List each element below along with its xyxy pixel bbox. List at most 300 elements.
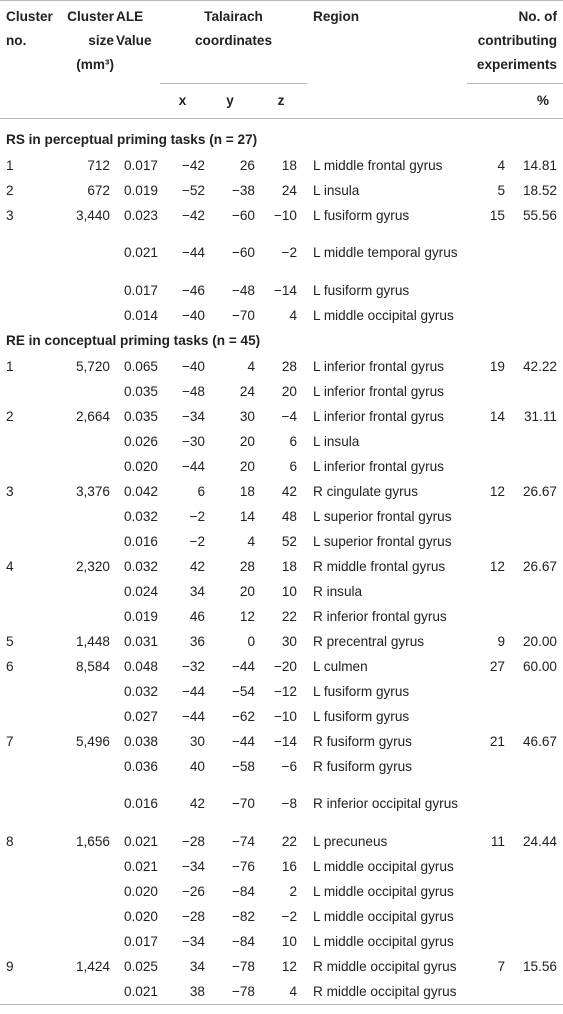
- cell-pct: 14.81: [522, 157, 557, 173]
- cell-experiments: 12: [489, 483, 505, 499]
- cell-y: −84: [231, 933, 255, 949]
- cell-y: −38: [231, 182, 255, 198]
- cell-z: −2: [281, 908, 297, 924]
- cell-pct: 46.67: [522, 733, 557, 749]
- cell-x: −44: [181, 458, 205, 474]
- cell-pct: [509, 879, 563, 904]
- cell-ale: 0.042: [123, 483, 158, 499]
- cell-z: 12: [281, 958, 297, 974]
- table-row: [0, 554, 563, 579]
- cell-cluster-size: 1,656: [75, 833, 110, 849]
- cell-z: 16: [281, 858, 297, 874]
- table-row: [0, 854, 563, 879]
- cell-x: −2: [189, 533, 205, 549]
- cell-region: L middle temporal gyrus: [313, 244, 458, 260]
- cell-x: 6: [197, 483, 205, 499]
- cell-cluster-no: [0, 704, 58, 729]
- cell-experiments: [467, 303, 509, 328]
- cell-cluster-no: 4: [6, 558, 14, 574]
- header-ale: ALE Value: [116, 9, 152, 48]
- cell-z: 2: [289, 883, 297, 899]
- cell-cluster-no: [0, 379, 58, 404]
- cell-cluster-no: [0, 779, 58, 829]
- cell-z: 28: [281, 358, 297, 374]
- cell-cluster-size: [58, 529, 114, 554]
- table-row: [0, 454, 563, 479]
- cell-y: −82: [231, 908, 255, 924]
- cell-pct: [509, 454, 563, 479]
- cell-cluster-size: 712: [87, 157, 110, 173]
- cell-cluster-size: [58, 278, 114, 303]
- cell-ale: 0.021: [123, 858, 158, 874]
- cell-cluster-size: 5,720: [75, 358, 110, 374]
- table-row: [0, 303, 563, 328]
- header-pct: %: [509, 83, 563, 118]
- cell-z: 48: [281, 508, 297, 524]
- cell-cluster-no: [0, 454, 58, 479]
- cell-cluster-size: 672: [87, 182, 110, 198]
- cell-pct: [509, 278, 563, 303]
- cell-ale: 0.021: [123, 833, 158, 849]
- cell-cluster-size: [58, 303, 114, 328]
- cell-pct: 20.00: [522, 633, 557, 649]
- cell-x: −30: [181, 433, 205, 449]
- cell-x: −34: [181, 408, 205, 424]
- cell-y: −62: [231, 708, 255, 724]
- cell-pct: 60.00: [522, 658, 557, 674]
- cell-cluster-size: [58, 904, 114, 929]
- cell-cluster-no: [0, 879, 58, 904]
- cell-experiments: [467, 529, 509, 554]
- table-row: [0, 604, 563, 629]
- cell-pct: [509, 854, 563, 879]
- table-row: [0, 929, 563, 954]
- table-row: [0, 228, 563, 278]
- header-z: z: [255, 83, 307, 118]
- cell-y: 20: [239, 458, 255, 474]
- cell-pct: [509, 929, 563, 954]
- cell-x: −34: [181, 933, 205, 949]
- cell-cluster-size: [58, 929, 114, 954]
- cell-y: 0: [247, 633, 255, 649]
- cell-cluster-no: 3: [6, 483, 14, 499]
- cell-ale: 0.016: [123, 796, 158, 811]
- cell-y: −60: [231, 245, 255, 260]
- section-title: RS in perceptual priming tasks (n = 27): [6, 132, 258, 147]
- cell-z: 4: [255, 979, 307, 1005]
- cell-region: L superior frontal gyrus: [313, 508, 452, 524]
- cell-y: −44: [231, 658, 255, 674]
- cell-pct: 18.52: [522, 182, 557, 198]
- cell-ale: 0.048: [123, 658, 158, 674]
- cell-cluster-size: [58, 854, 114, 879]
- cell-ale: 0.020: [123, 883, 158, 899]
- cell-experiments: [467, 754, 509, 779]
- cell-x: −46: [181, 282, 205, 298]
- table-row: [0, 654, 563, 679]
- cell-experiments: [467, 504, 509, 529]
- cell-experiments: [467, 679, 509, 704]
- cell-x: −28: [181, 833, 205, 849]
- section-header: [0, 118, 563, 153]
- cell-y: 14: [239, 508, 255, 524]
- cell-z: 22: [281, 833, 297, 849]
- cell-y: −44: [231, 733, 255, 749]
- cell-region: R precentral gyrus: [313, 633, 425, 649]
- section-header: [0, 328, 563, 354]
- table-row: [0, 879, 563, 904]
- cell-pct: 24.44: [522, 833, 557, 849]
- cell-region: R inferior occipital gyrus: [313, 795, 459, 811]
- cell-x: −48: [181, 383, 205, 399]
- cell-ale: 0.021: [123, 245, 158, 260]
- cell-z: 6: [289, 433, 297, 449]
- cell-ale: 0.032: [123, 683, 158, 699]
- cell-pct: [509, 679, 563, 704]
- cell-z: −12: [273, 683, 297, 699]
- cell-z: 18: [281, 157, 297, 173]
- header-talairach: Talairach coordinates: [160, 1, 307, 84]
- cell-cluster-no: [0, 228, 58, 278]
- cell-ale: 0.023: [123, 207, 158, 223]
- cell-cluster-no: [0, 303, 58, 328]
- cell-cluster-no: 9: [6, 958, 14, 974]
- cell-ale: 0.035: [123, 383, 158, 399]
- cell-y: 20: [239, 583, 255, 599]
- cell-ale: 0.021: [114, 979, 160, 1005]
- cell-experiments: 11: [490, 833, 505, 849]
- table-body: [0, 118, 563, 1004]
- table-row: [0, 704, 563, 729]
- section-title: RE in conceptual priming tasks (n = 45): [6, 333, 261, 348]
- cell-region: R middle occipital gyrus: [313, 958, 457, 974]
- cell-ale: 0.035: [123, 408, 158, 424]
- cell-ale: 0.017: [123, 157, 158, 173]
- cell-ale: 0.017: [123, 933, 158, 949]
- cell-z: −10: [273, 708, 297, 724]
- table-row: [0, 529, 563, 554]
- cell-cluster-size: [58, 504, 114, 529]
- cell-z: −10: [273, 207, 297, 223]
- cell-region: L insula: [313, 433, 360, 449]
- header-region: Region: [313, 9, 360, 24]
- cell-pct: [509, 504, 563, 529]
- header-row: [0, 1, 563, 84]
- cell-y: −58: [231, 758, 255, 774]
- cell-pct: [509, 379, 563, 404]
- cell-pct: [509, 754, 563, 779]
- cell-experiments: [467, 454, 509, 479]
- cell-x: 46: [189, 608, 205, 624]
- cell-experiments: [467, 929, 509, 954]
- cell-y: −74: [231, 833, 255, 849]
- cell-region: R fusiform gyrus: [313, 758, 412, 774]
- table-row: [0, 779, 563, 829]
- cell-pct: [509, 604, 563, 629]
- table-row: [0, 904, 563, 929]
- cell-y: 12: [239, 608, 255, 624]
- cell-y: −84: [231, 883, 255, 899]
- cell-y: 20: [239, 433, 255, 449]
- cell-cluster-size: [58, 679, 114, 704]
- cell-z: 30: [281, 633, 297, 649]
- cell-z: 22: [281, 608, 297, 624]
- cell-z: 6: [289, 458, 297, 474]
- cell-cluster-size: [58, 704, 114, 729]
- cell-cluster-no: [0, 604, 58, 629]
- cell-experiments: [467, 379, 509, 404]
- cell-ale: 0.017: [123, 282, 158, 298]
- table-row: [0, 479, 563, 504]
- cell-y: −54: [231, 683, 255, 699]
- cell-x: 40: [189, 758, 205, 774]
- subheader-row: [0, 83, 563, 118]
- table-row: [0, 404, 563, 429]
- cell-region: L culmen: [313, 658, 368, 674]
- table-row: [0, 429, 563, 454]
- cell-z: −20: [273, 658, 297, 674]
- cell-experiments: 27: [489, 658, 505, 674]
- cell-pct: [509, 779, 563, 829]
- cell-cluster-no: 1: [6, 157, 14, 173]
- cell-cluster-size: 1,448: [75, 633, 110, 649]
- cell-y: −78: [205, 979, 255, 1005]
- cell-cluster-size: [58, 754, 114, 779]
- cell-cluster-size: [58, 379, 114, 404]
- cell-experiments: 5: [497, 182, 505, 198]
- header-x: x: [160, 83, 205, 118]
- cell-cluster-no: [0, 854, 58, 879]
- cell-experiments: 14: [489, 408, 505, 424]
- cell-region: L fusiform gyrus: [313, 282, 410, 298]
- cell-region: L inferior frontal gyrus: [313, 458, 444, 474]
- cell-region: L superior frontal gyrus: [313, 533, 452, 549]
- cell-z: −2: [281, 245, 297, 260]
- cell-pct: [509, 579, 563, 604]
- cell-x: −44: [181, 708, 205, 724]
- cell-region: R middle frontal gyrus: [313, 558, 446, 574]
- cell-region: R cingulate gyrus: [313, 483, 419, 499]
- cell-pct: 31.11: [523, 408, 557, 424]
- cell-experiments: [467, 979, 509, 1005]
- cell-experiments: 15: [489, 207, 505, 223]
- cell-x: 42: [189, 558, 205, 574]
- cell-y: −70: [231, 307, 255, 323]
- cell-ale: 0.031: [123, 633, 158, 649]
- table-row: [0, 504, 563, 529]
- cell-experiments: [467, 579, 509, 604]
- cell-cluster-no: 6: [6, 658, 14, 674]
- cell-y: −48: [231, 282, 255, 298]
- cell-ale: 0.020: [123, 458, 158, 474]
- cell-cluster-no: 2: [6, 182, 14, 198]
- cell-z: −8: [281, 796, 297, 811]
- cell-x: −40: [181, 358, 205, 374]
- cell-region: L precuneus: [313, 833, 388, 849]
- cell-x: 34: [189, 583, 205, 599]
- cell-experiments: 12: [489, 558, 505, 574]
- cell-cluster-size: [58, 429, 114, 454]
- cell-region: L fusiform gyrus: [313, 683, 410, 699]
- cell-region: L fusiform gyrus: [313, 207, 410, 223]
- cell-x: 36: [189, 633, 205, 649]
- cell-pct: 55.56: [522, 207, 557, 223]
- cell-cluster-no: [0, 278, 58, 303]
- cell-cluster-size: [58, 879, 114, 904]
- table-row: [0, 153, 563, 178]
- cell-cluster-size: [58, 604, 114, 629]
- cell-experiments: [467, 429, 509, 454]
- cell-ale: 0.027: [123, 708, 158, 724]
- cell-cluster-no: 2: [6, 408, 14, 424]
- header-y: y: [205, 83, 255, 118]
- cell-ale: 0.016: [123, 533, 158, 549]
- cell-y: 4: [247, 358, 255, 374]
- table-row: [0, 829, 563, 854]
- cell-cluster-size: [58, 454, 114, 479]
- cell-region: L middle occipital gyrus: [313, 908, 454, 924]
- table-row: [0, 178, 563, 203]
- cell-ale: 0.065: [123, 358, 158, 374]
- cell-cluster-no: 5: [6, 633, 14, 649]
- table-row: [0, 954, 563, 979]
- cell-ale: 0.019: [123, 608, 158, 624]
- cell-experiments: [467, 904, 509, 929]
- cell-cluster-size: [58, 779, 114, 829]
- cell-cluster-no: 3: [6, 207, 14, 223]
- cell-cluster-no: [0, 429, 58, 454]
- cell-z: 42: [281, 483, 297, 499]
- cell-experiments: 19: [489, 358, 505, 374]
- cell-region: L inferior frontal gyrus: [313, 408, 444, 424]
- cell-ale: 0.019: [123, 182, 158, 198]
- cell-z: −4: [281, 408, 297, 424]
- cell-cluster-no: [0, 504, 58, 529]
- cell-x: −26: [181, 883, 205, 899]
- cell-cluster-size: 5,496: [75, 733, 110, 749]
- cell-pct: [509, 228, 563, 278]
- cell-cluster-size: 3,440: [75, 207, 110, 223]
- cell-x: −52: [181, 182, 205, 198]
- cell-y: −60: [231, 207, 255, 223]
- cell-ale: 0.036: [123, 758, 158, 774]
- cell-y: 28: [239, 558, 255, 574]
- table-row: [0, 278, 563, 303]
- cell-cluster-size: [58, 228, 114, 278]
- cell-x: 38: [160, 979, 205, 1005]
- cell-region: L inferior frontal gyrus: [313, 358, 444, 374]
- table-row: [0, 203, 563, 228]
- cell-region: L middle occipital gyrus: [313, 883, 454, 899]
- table-row: [0, 354, 563, 379]
- cell-region: R fusiform gyrus: [313, 733, 412, 749]
- table-row: [0, 979, 563, 1005]
- cell-y: 30: [239, 408, 255, 424]
- cell-cluster-size: 2,664: [75, 408, 110, 424]
- cell-ale: 0.025: [123, 958, 158, 974]
- header-cluster-size: Cluster size (mm³): [67, 9, 114, 72]
- cell-cluster-size: [58, 579, 114, 604]
- cell-pct: 26.67: [522, 483, 557, 499]
- cell-pct: [509, 303, 563, 328]
- cell-experiments: 9: [497, 633, 505, 649]
- cell-region: L middle frontal gyrus: [313, 157, 443, 173]
- cell-y: −76: [231, 858, 255, 874]
- cell-y: −78: [231, 958, 255, 974]
- cell-cluster-size: 3,376: [75, 483, 110, 499]
- cell-x: −32: [181, 658, 205, 674]
- cell-experiments: 7: [497, 958, 505, 974]
- cell-cluster-no: [0, 679, 58, 704]
- cell-cluster-size: 8,584: [75, 658, 110, 674]
- cell-experiments: [467, 854, 509, 879]
- cell-z: −14: [273, 282, 297, 298]
- cell-ale: 0.032: [123, 558, 158, 574]
- cell-x: −28: [181, 908, 205, 924]
- cell-z: 4: [289, 307, 297, 323]
- cell-cluster-no: 7: [6, 733, 14, 749]
- cell-z: 18: [281, 558, 297, 574]
- cell-experiments: 4: [497, 157, 505, 173]
- cell-x: −44: [181, 683, 205, 699]
- cell-y: 18: [239, 483, 255, 499]
- cell-x: −40: [181, 307, 205, 323]
- cell-pct: 42.22: [522, 358, 557, 374]
- cell-cluster-no: [0, 904, 58, 929]
- cell-region: R middle occipital gyrus: [307, 979, 467, 1005]
- cell-z: 20: [281, 383, 297, 399]
- cell-region: L fusiform gyrus: [313, 708, 410, 724]
- cell-region: L middle occipital gyrus: [313, 933, 454, 949]
- cell-cluster-size: 2,320: [75, 558, 110, 574]
- cell-y: 24: [239, 383, 255, 399]
- table-row: [0, 379, 563, 404]
- cell-cluster-no: [0, 929, 58, 954]
- cell-experiments: [467, 704, 509, 729]
- cell-region: L middle occipital gyrus: [313, 307, 454, 323]
- cell-pct: [509, 529, 563, 554]
- cell-pct: [509, 429, 563, 454]
- cell-y: 4: [247, 533, 255, 549]
- cell-cluster-no: 1: [6, 358, 14, 374]
- cell-pct: [509, 979, 563, 1005]
- cell-ale: 0.024: [123, 583, 158, 599]
- table-row: [0, 754, 563, 779]
- cell-pct: 15.56: [522, 958, 557, 974]
- cell-cluster-size: 1,424: [75, 958, 110, 974]
- cell-experiments: 21: [489, 733, 505, 749]
- cell-experiments: [467, 779, 509, 829]
- cell-pct: [509, 704, 563, 729]
- cell-y: 26: [239, 157, 255, 173]
- header-contributing: No. of contributing experiments: [467, 1, 563, 84]
- cell-cluster-no: [0, 529, 58, 554]
- cell-ale: 0.020: [123, 908, 158, 924]
- cell-x: −42: [181, 207, 205, 223]
- cell-z: 52: [281, 533, 297, 549]
- cell-cluster-no: [0, 754, 58, 779]
- cell-x: 34: [189, 958, 205, 974]
- cell-z: 10: [281, 583, 297, 599]
- cell-region: R insula: [313, 583, 363, 599]
- table-row: [0, 579, 563, 604]
- cell-z: 10: [281, 933, 297, 949]
- cell-x: −42: [181, 157, 205, 173]
- header-cluster-no: Cluster no.: [6, 9, 53, 48]
- cell-x: −44: [181, 245, 205, 260]
- cell-cluster-size: [58, 979, 114, 1005]
- cell-region: L insula: [313, 182, 360, 198]
